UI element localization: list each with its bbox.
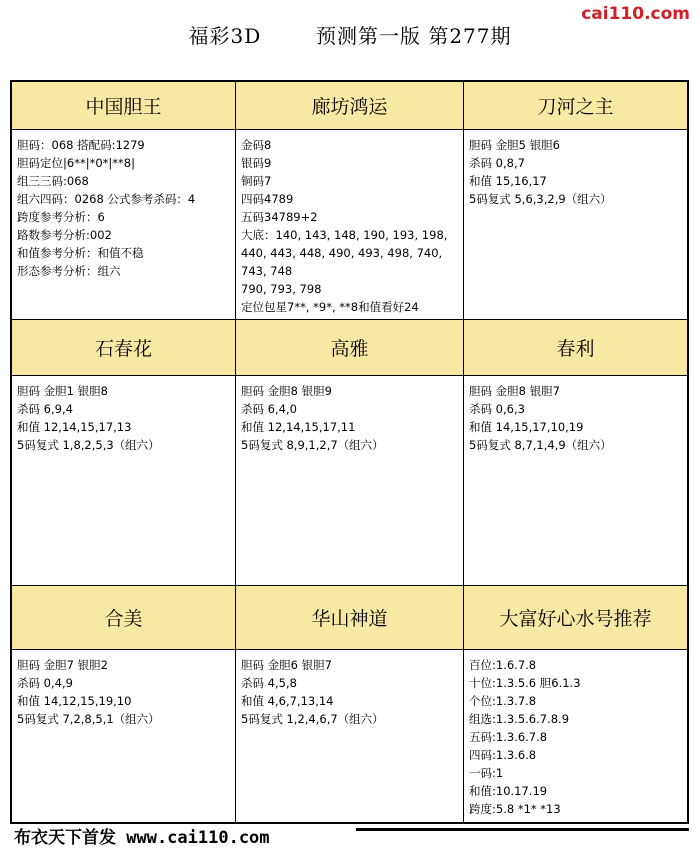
body-line: 胆码：068 搭配码:1279 — [17, 138, 145, 152]
body-line: 790, 793, 798 — [241, 282, 322, 296]
body-line: 和值 12,14,15,17,11 — [241, 420, 356, 434]
body-line: 和值 14,15,17,10,19 — [469, 420, 584, 434]
body-line: 组六四码：0268 公式参考杀码：4 — [17, 192, 196, 206]
body-line: 5码复式 5,6,3,2,9（组六） — [469, 192, 612, 206]
body-line: 跨度:5.8 *1* *13 — [469, 802, 561, 816]
body-line: 5码复式 8,9,1,2,7（组六） — [241, 438, 384, 452]
body-line: 个位:1.3.7.8 — [469, 694, 537, 708]
cell-body — [464, 376, 687, 586]
body-line: 五码:1.3.6.7.8 — [469, 730, 548, 744]
cell-header: 刀河之主 — [464, 82, 687, 130]
page-title — [0, 20, 700, 49]
body-line: 胆码 金胆1 银胆8 — [17, 384, 108, 398]
body-line: 组三三码:068 — [17, 174, 89, 188]
body-line: 定位包星7**, *9*, **8和值看好24 — [241, 300, 419, 314]
cell-body — [236, 376, 464, 586]
body-line: 胆码定位|6**|*0*|**8| — [17, 156, 135, 170]
footer-source: 布衣天下首发 www.cai110.com — [14, 828, 270, 848]
body-line: 金码8 — [241, 138, 272, 152]
body-line: 和值 4,6,7,13,14 — [241, 694, 334, 708]
body-line: 和值参考分析：和值不稳 — [17, 246, 144, 260]
body-line: 一码:1 — [469, 766, 504, 780]
body-line: 5码复式 1,2,4,6,7（组六） — [241, 712, 384, 726]
body-line: 路数参考分析:002 — [17, 228, 112, 242]
cell-body — [12, 130, 236, 320]
body-line: 杀码 6,9,4 — [17, 402, 73, 416]
prediction-table — [10, 80, 689, 824]
cell-header: 合美 — [12, 586, 236, 650]
body-line: 铜码7 — [241, 174, 272, 188]
cell-body — [12, 650, 236, 822]
brand-watermark: cai110.com — [581, 4, 690, 24]
cell-body — [236, 650, 464, 822]
body-line: 杀码 0,6,3 — [469, 402, 525, 416]
body-line: 五码34789+2 — [241, 210, 318, 224]
body-line: 形态参考分析：组六 — [17, 264, 121, 278]
body-line: 杀码 4,5,8 — [241, 676, 297, 690]
body-line: 百位:1.6.7.8 — [469, 658, 537, 672]
body-line: 胆码 金胆8 银胆7 — [469, 384, 560, 398]
footer-divider — [356, 828, 689, 831]
body-line: 杀码 0,4,9 — [17, 676, 73, 690]
body-line: 杀码 6,4,0 — [241, 402, 297, 416]
body-line: 胆码 金胆7 银胆2 — [17, 658, 108, 672]
cell-header: 中国胆王 — [12, 82, 236, 130]
title-issue: 预测第一版 第277期 — [315, 24, 512, 48]
cell-header: 廊坊鸿运 — [236, 82, 464, 130]
body-line: 和值 14,12,15,19,10 — [17, 694, 132, 708]
cell-body — [464, 130, 687, 320]
body-line: 大底：140, 143, 148, 190, 193, 198, 440, 443, 448, 490, 493, 498, 740, 743, 748 — [241, 228, 448, 278]
body-line: 胆码 金胆6 银胆7 — [241, 658, 332, 672]
cell-body — [236, 130, 464, 320]
body-line: 5码复式 1,8,2,5,3（组六） — [17, 438, 160, 452]
body-line: 胆码 金胆8 银胆9 — [241, 384, 332, 398]
body-line: 杀码 0,8,7 — [469, 156, 525, 170]
body-line: 四码:1.3.6.8 — [469, 748, 537, 762]
body-line: 5码复式 7,2,8,5,1（组六） — [17, 712, 160, 726]
body-line: 和值 12,14,15,17,13 — [17, 420, 132, 434]
body-line: 组选:1.3.5.6.7.8.9 — [469, 712, 570, 726]
body-line: 和值 15,16,17 — [469, 174, 547, 188]
body-line: 银码9 — [241, 156, 272, 170]
cell-header: 石春花 — [12, 320, 236, 376]
cell-body — [464, 650, 687, 822]
cell-header: 大富好心水号推荐 — [464, 586, 687, 650]
title-lottery: 福彩3D — [188, 24, 262, 48]
body-line: 胆码 金胆5 银胆6 — [469, 138, 560, 152]
cell-header: 高雅 — [236, 320, 464, 376]
body-line: 跨度参考分析：6 — [17, 210, 105, 224]
body-line: 十位:1.3.5.6 胆6.1.3 — [469, 676, 581, 690]
cell-body — [12, 376, 236, 586]
cell-header: 华山神道 — [236, 586, 464, 650]
body-line: 和值:10.17.19 — [469, 784, 548, 798]
body-line: 四码4789 — [241, 192, 294, 206]
body-line: 5码复式 8,7,1,4,9（组六） — [469, 438, 612, 452]
cell-header: 春利 — [464, 320, 687, 376]
